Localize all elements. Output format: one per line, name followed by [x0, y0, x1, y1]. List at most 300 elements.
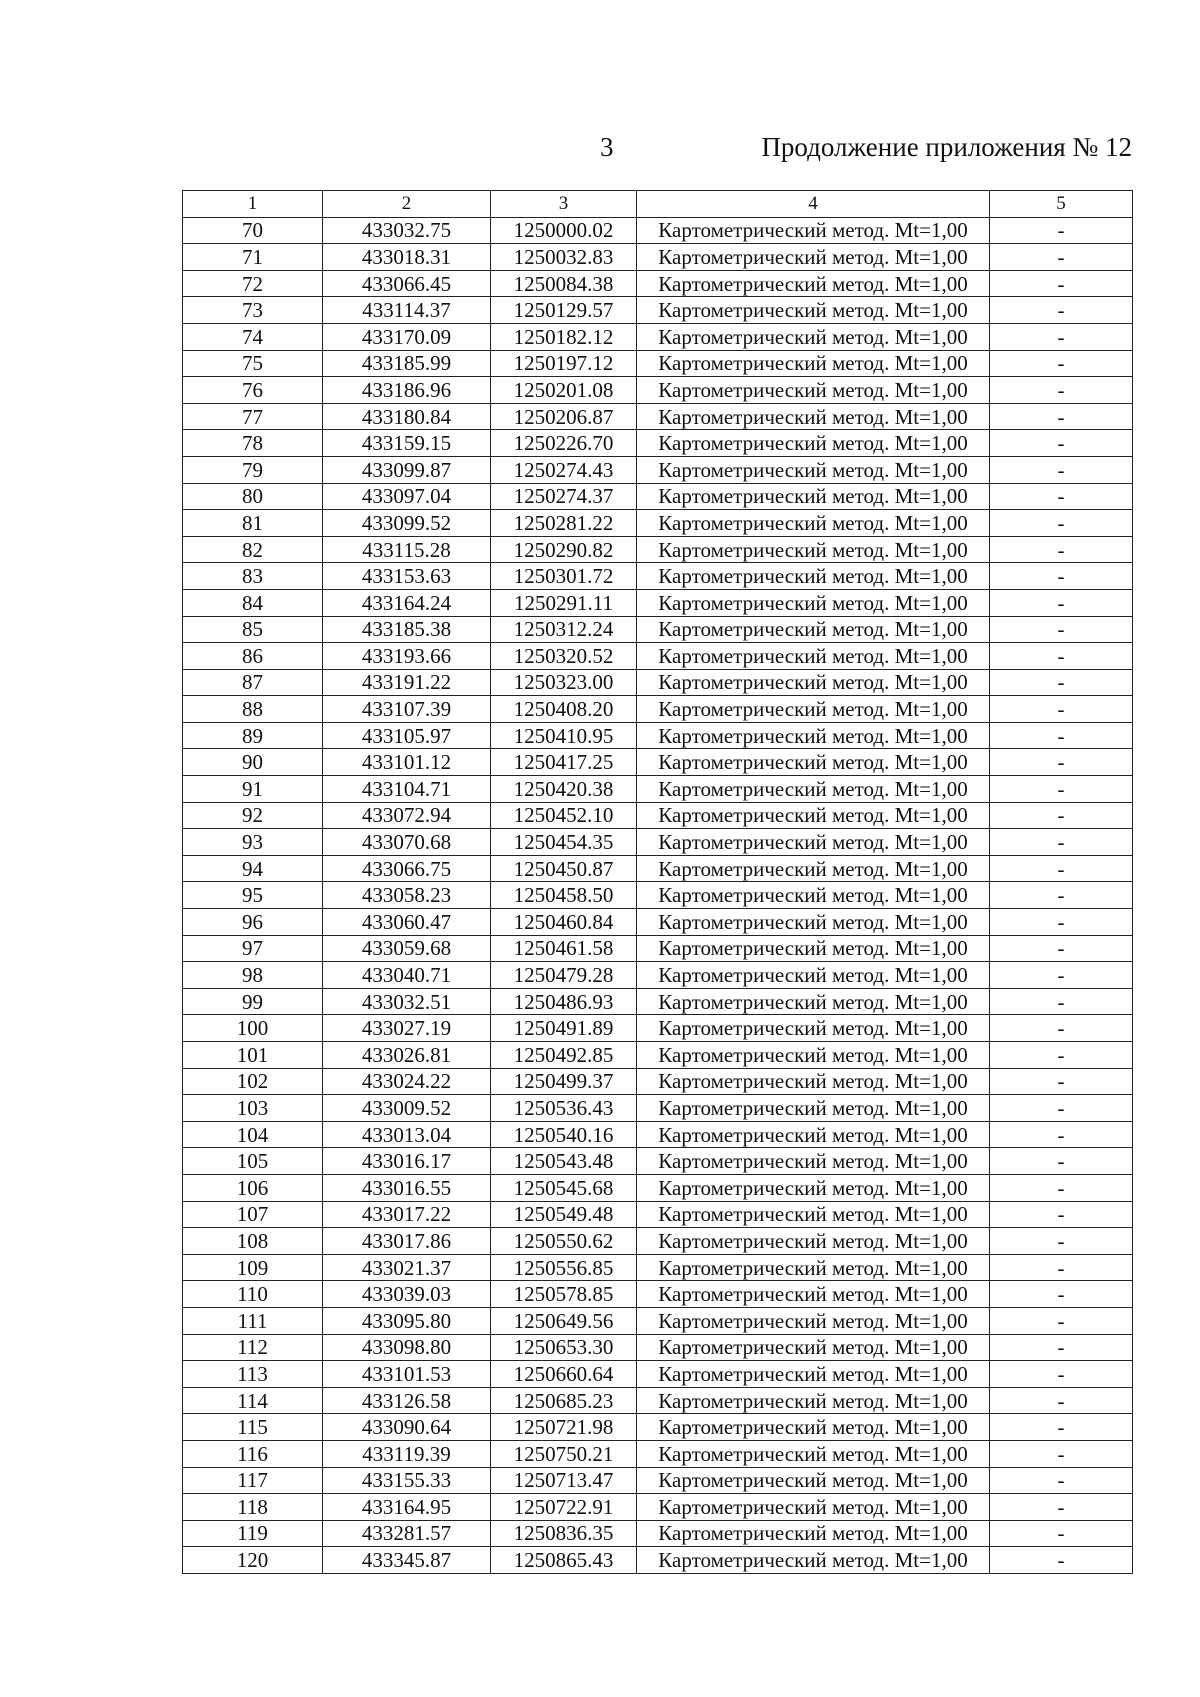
x-coordinate-cell: 433090.64	[323, 1414, 491, 1441]
table-row	[183, 829, 1133, 856]
point-number-cell: 103	[183, 1095, 323, 1122]
table-row	[183, 855, 1133, 882]
method-cell: Картометрический метод. Mt=1,00	[637, 1440, 990, 1467]
table-row	[183, 909, 1133, 936]
y-coordinate-cell: 1250479.28	[491, 962, 637, 989]
x-coordinate-cell: 433185.99	[323, 350, 491, 377]
table-row	[183, 1042, 1133, 1069]
y-coordinate-cell: 1250312.24	[491, 616, 637, 643]
x-coordinate-cell: 433072.94	[323, 802, 491, 829]
point-number-cell: 74	[183, 323, 323, 350]
note-cell: -	[990, 882, 1133, 909]
point-number-cell: 114	[183, 1387, 323, 1414]
y-coordinate-cell: 1250197.12	[491, 350, 637, 377]
note-cell: -	[990, 510, 1133, 537]
table-row	[183, 1281, 1133, 1308]
x-coordinate-cell: 433170.09	[323, 323, 491, 350]
column-header-1: 1	[183, 191, 323, 218]
note-cell: -	[990, 1307, 1133, 1334]
note-cell: -	[990, 855, 1133, 882]
x-coordinate-cell: 433099.52	[323, 510, 491, 537]
x-coordinate-cell: 433097.04	[323, 483, 491, 510]
page-number: 3	[600, 132, 614, 162]
x-coordinate-cell: 433107.39	[323, 696, 491, 723]
table-row	[183, 1068, 1133, 1095]
method-cell: Картометрический метод. Mt=1,00	[637, 1547, 990, 1574]
method-cell: Картометрический метод. Mt=1,00	[637, 802, 990, 829]
note-cell: -	[990, 483, 1133, 510]
note-cell: -	[990, 1201, 1133, 1228]
table-row	[183, 377, 1133, 404]
method-cell: Картометрический метод. Mt=1,00	[637, 1307, 990, 1334]
point-number-cell: 112	[183, 1334, 323, 1361]
y-coordinate-cell: 1250182.12	[491, 323, 637, 350]
point-number-cell: 96	[183, 909, 323, 936]
table-row	[183, 1547, 1133, 1574]
point-number-cell: 82	[183, 536, 323, 563]
y-coordinate-cell: 1250323.00	[491, 669, 637, 696]
table-row	[183, 749, 1133, 776]
note-cell: -	[990, 1387, 1133, 1414]
x-coordinate-cell: 433026.81	[323, 1042, 491, 1069]
y-coordinate-cell: 1250452.10	[491, 802, 637, 829]
point-number-cell: 95	[183, 882, 323, 909]
note-cell: -	[990, 829, 1133, 856]
point-number-cell: 113	[183, 1361, 323, 1388]
point-number-cell: 116	[183, 1440, 323, 1467]
x-coordinate-cell: 433013.04	[323, 1121, 491, 1148]
note-cell: -	[990, 1148, 1133, 1175]
note-cell: -	[990, 643, 1133, 670]
method-cell: Картометрический метод. Mt=1,00	[637, 1361, 990, 1388]
table-row	[183, 1148, 1133, 1175]
method-cell: Картометрический метод. Mt=1,00	[637, 722, 990, 749]
table-row	[183, 1494, 1133, 1521]
method-cell: Картометрический метод. Mt=1,00	[637, 749, 990, 776]
note-cell: -	[990, 962, 1133, 989]
y-coordinate-cell: 1250450.87	[491, 855, 637, 882]
table-row	[183, 988, 1133, 1015]
table-row	[183, 244, 1133, 271]
y-coordinate-cell: 1250491.89	[491, 1015, 637, 1042]
x-coordinate-cell: 433021.37	[323, 1254, 491, 1281]
note-cell: -	[990, 430, 1133, 457]
method-cell: Картометрический метод. Mt=1,00	[637, 1174, 990, 1201]
y-coordinate-cell: 1250290.82	[491, 536, 637, 563]
x-coordinate-cell: 433114.37	[323, 297, 491, 324]
x-coordinate-cell: 433018.31	[323, 244, 491, 271]
method-cell: Картометрический метод. Mt=1,00	[637, 456, 990, 483]
method-cell: Картометрический метод. Mt=1,00	[637, 616, 990, 643]
method-cell: Картометрический метод. Mt=1,00	[637, 297, 990, 324]
y-coordinate-cell: 1250320.52	[491, 643, 637, 670]
method-cell: Картометрический метод. Mt=1,00	[637, 430, 990, 457]
table-row	[183, 1467, 1133, 1494]
x-coordinate-cell: 433101.12	[323, 749, 491, 776]
table-row	[183, 1201, 1133, 1228]
table-row	[183, 935, 1133, 962]
x-coordinate-cell: 433016.17	[323, 1148, 491, 1175]
point-number-cell: 118	[183, 1494, 323, 1521]
method-cell: Картометрический метод. Mt=1,00	[637, 1228, 990, 1255]
y-coordinate-cell: 1250486.93	[491, 988, 637, 1015]
table-row	[183, 1174, 1133, 1201]
table-row	[183, 350, 1133, 377]
note-cell: -	[990, 1042, 1133, 1069]
x-coordinate-cell: 433186.96	[323, 377, 491, 404]
table-row	[183, 563, 1133, 590]
note-cell: -	[990, 802, 1133, 829]
x-coordinate-cell: 433345.87	[323, 1547, 491, 1574]
method-cell: Картометрический метод. Mt=1,00	[637, 1520, 990, 1547]
point-number-cell: 91	[183, 776, 323, 803]
point-number-cell: 119	[183, 1520, 323, 1547]
y-coordinate-cell: 1250206.87	[491, 403, 637, 430]
x-coordinate-cell: 433060.47	[323, 909, 491, 936]
table-row	[183, 217, 1133, 244]
y-coordinate-cell: 1250556.85	[491, 1254, 637, 1281]
method-cell: Картометрический метод. Mt=1,00	[637, 1121, 990, 1148]
method-cell: Картометрический метод. Mt=1,00	[637, 855, 990, 882]
x-coordinate-cell: 433095.80	[323, 1307, 491, 1334]
y-coordinate-cell: 1250301.72	[491, 563, 637, 590]
point-number-cell: 70	[183, 217, 323, 244]
y-coordinate-cell: 1250129.57	[491, 297, 637, 324]
method-cell: Картометрический метод. Mt=1,00	[637, 244, 990, 271]
y-coordinate-cell: 1250540.16	[491, 1121, 637, 1148]
note-cell: -	[990, 722, 1133, 749]
point-number-cell: 81	[183, 510, 323, 537]
method-cell: Картометрический метод. Mt=1,00	[637, 1467, 990, 1494]
note-cell: -	[990, 297, 1133, 324]
note-cell: -	[990, 377, 1133, 404]
note-cell: -	[990, 1467, 1133, 1494]
y-coordinate-cell: 1250291.11	[491, 589, 637, 616]
y-coordinate-cell: 1250713.47	[491, 1467, 637, 1494]
x-coordinate-cell: 433016.55	[323, 1174, 491, 1201]
x-coordinate-cell: 433193.66	[323, 643, 491, 670]
note-cell: -	[990, 909, 1133, 936]
note-cell: -	[990, 1095, 1133, 1122]
column-header-4: 4	[637, 191, 990, 218]
y-coordinate-cell: 1250032.83	[491, 244, 637, 271]
x-coordinate-cell: 433098.80	[323, 1334, 491, 1361]
note-cell: -	[990, 1494, 1133, 1521]
point-number-cell: 109	[183, 1254, 323, 1281]
y-coordinate-cell: 1250550.62	[491, 1228, 637, 1255]
point-number-cell: 87	[183, 669, 323, 696]
x-coordinate-cell: 433032.51	[323, 988, 491, 1015]
method-cell: Картометрический метод. Mt=1,00	[637, 909, 990, 936]
y-coordinate-cell: 1250549.48	[491, 1201, 637, 1228]
method-cell: Картометрический метод. Mt=1,00	[637, 1281, 990, 1308]
table-row	[183, 1334, 1133, 1361]
point-number-cell: 102	[183, 1068, 323, 1095]
y-coordinate-cell: 1250000.02	[491, 217, 637, 244]
table-row	[183, 1440, 1133, 1467]
y-coordinate-cell: 1250685.23	[491, 1387, 637, 1414]
y-coordinate-cell: 1250750.21	[491, 1440, 637, 1467]
note-cell: -	[990, 1547, 1133, 1574]
note-cell: -	[990, 1414, 1133, 1441]
method-cell: Картометрический метод. Mt=1,00	[637, 1334, 990, 1361]
table-row	[183, 1254, 1133, 1281]
table-row	[183, 1387, 1133, 1414]
note-cell: -	[990, 1068, 1133, 1095]
y-coordinate-cell: 1250492.85	[491, 1042, 637, 1069]
point-number-cell: 115	[183, 1414, 323, 1441]
note-cell: -	[990, 1015, 1133, 1042]
point-number-cell: 75	[183, 350, 323, 377]
x-coordinate-cell: 433024.22	[323, 1068, 491, 1095]
y-coordinate-cell: 1250721.98	[491, 1414, 637, 1441]
method-cell: Картометрический метод. Mt=1,00	[637, 962, 990, 989]
method-cell: Картометрический метод. Mt=1,00	[637, 589, 990, 616]
x-coordinate-cell: 433040.71	[323, 962, 491, 989]
note-cell: -	[990, 1520, 1133, 1547]
table-row	[183, 1520, 1133, 1547]
point-number-cell: 111	[183, 1307, 323, 1334]
x-coordinate-cell: 433017.86	[323, 1228, 491, 1255]
method-cell: Картометрический метод. Mt=1,00	[637, 935, 990, 962]
table-row	[183, 722, 1133, 749]
table-row	[183, 776, 1133, 803]
y-coordinate-cell: 1250408.20	[491, 696, 637, 723]
page-title: Продолжение приложения № 12	[761, 132, 1132, 162]
x-coordinate-cell: 433164.24	[323, 589, 491, 616]
x-coordinate-cell: 433066.45	[323, 270, 491, 297]
point-number-cell: 92	[183, 802, 323, 829]
x-coordinate-cell: 433191.22	[323, 669, 491, 696]
table-row	[183, 696, 1133, 723]
y-coordinate-cell: 1250460.84	[491, 909, 637, 936]
y-coordinate-cell: 1250578.85	[491, 1281, 637, 1308]
y-coordinate-cell: 1250865.43	[491, 1547, 637, 1574]
y-coordinate-cell: 1250722.91	[491, 1494, 637, 1521]
note-cell: -	[990, 350, 1133, 377]
table-row	[183, 1015, 1133, 1042]
point-number-cell: 100	[183, 1015, 323, 1042]
method-cell: Картометрический метод. Mt=1,00	[637, 323, 990, 350]
x-coordinate-cell: 433115.28	[323, 536, 491, 563]
table-row	[183, 430, 1133, 457]
point-number-cell: 73	[183, 297, 323, 324]
point-number-cell: 110	[183, 1281, 323, 1308]
note-cell: -	[990, 1281, 1133, 1308]
x-coordinate-cell: 433281.57	[323, 1520, 491, 1547]
table-row	[183, 1095, 1133, 1122]
table-row	[183, 1121, 1133, 1148]
point-number-cell: 77	[183, 403, 323, 430]
x-coordinate-cell: 433058.23	[323, 882, 491, 909]
x-coordinate-cell: 433164.95	[323, 1494, 491, 1521]
note-cell: -	[990, 563, 1133, 590]
y-coordinate-cell: 1250410.95	[491, 722, 637, 749]
table-row	[183, 456, 1133, 483]
column-header-2: 2	[323, 191, 491, 218]
note-cell: -	[990, 669, 1133, 696]
point-number-cell: 79	[183, 456, 323, 483]
table-row	[183, 589, 1133, 616]
method-cell: Картометрический метод. Mt=1,00	[637, 988, 990, 1015]
x-coordinate-cell: 433126.58	[323, 1387, 491, 1414]
note-cell: -	[990, 1440, 1133, 1467]
y-coordinate-cell: 1250417.25	[491, 749, 637, 776]
column-header-3: 3	[491, 191, 637, 218]
point-number-cell: 101	[183, 1042, 323, 1069]
y-coordinate-cell: 1250649.56	[491, 1307, 637, 1334]
y-coordinate-cell: 1250653.30	[491, 1334, 637, 1361]
y-coordinate-cell: 1250226.70	[491, 430, 637, 457]
point-number-cell: 90	[183, 749, 323, 776]
note-cell: -	[990, 244, 1133, 271]
table-row	[183, 643, 1133, 670]
method-cell: Картометрический метод. Mt=1,00	[637, 270, 990, 297]
method-cell: Картометрический метод. Mt=1,00	[637, 1095, 990, 1122]
note-cell: -	[990, 696, 1133, 723]
point-number-cell: 97	[183, 935, 323, 962]
table-row	[183, 483, 1133, 510]
point-number-cell: 117	[183, 1467, 323, 1494]
method-cell: Картометрический метод. Mt=1,00	[637, 776, 990, 803]
method-cell: Картометрический метод. Mt=1,00	[637, 1254, 990, 1281]
column-header-5: 5	[990, 191, 1133, 218]
y-coordinate-cell: 1250274.43	[491, 456, 637, 483]
table-row	[183, 1307, 1133, 1334]
x-coordinate-cell: 433101.53	[323, 1361, 491, 1388]
method-cell: Картометрический метод. Mt=1,00	[637, 217, 990, 244]
method-cell: Картометрический метод. Mt=1,00	[637, 1042, 990, 1069]
note-cell: -	[990, 536, 1133, 563]
point-number-cell: 72	[183, 270, 323, 297]
x-coordinate-cell: 433104.71	[323, 776, 491, 803]
note-cell: -	[990, 1228, 1133, 1255]
note-cell: -	[990, 403, 1133, 430]
note-cell: -	[990, 589, 1133, 616]
note-cell: -	[990, 1334, 1133, 1361]
coordinates-table	[182, 190, 1133, 1574]
method-cell: Картометрический метод. Mt=1,00	[637, 1387, 990, 1414]
point-number-cell: 99	[183, 988, 323, 1015]
y-coordinate-cell: 1250274.37	[491, 483, 637, 510]
method-cell: Картометрический метод. Mt=1,00	[637, 403, 990, 430]
method-cell: Картометрический метод. Mt=1,00	[637, 882, 990, 909]
table-row	[183, 1361, 1133, 1388]
method-cell: Картометрический метод. Mt=1,00	[637, 483, 990, 510]
note-cell: -	[990, 217, 1133, 244]
method-cell: Картометрический метод. Mt=1,00	[637, 563, 990, 590]
point-number-cell: 78	[183, 430, 323, 457]
x-coordinate-cell: 433017.22	[323, 1201, 491, 1228]
point-number-cell: 108	[183, 1228, 323, 1255]
method-cell: Картометрический метод. Mt=1,00	[637, 510, 990, 537]
note-cell: -	[990, 1121, 1133, 1148]
y-coordinate-cell: 1250543.48	[491, 1148, 637, 1175]
table-row	[183, 616, 1133, 643]
table-row	[183, 962, 1133, 989]
point-number-cell: 120	[183, 1547, 323, 1574]
y-coordinate-cell: 1250458.50	[491, 882, 637, 909]
method-cell: Картометрический метод. Mt=1,00	[637, 1201, 990, 1228]
table-row	[183, 802, 1133, 829]
point-number-cell: 86	[183, 643, 323, 670]
table-row	[183, 669, 1133, 696]
point-number-cell: 76	[183, 377, 323, 404]
method-cell: Картометрический метод. Mt=1,00	[637, 1015, 990, 1042]
x-coordinate-cell: 433066.75	[323, 855, 491, 882]
table-row	[183, 882, 1133, 909]
x-coordinate-cell: 433159.15	[323, 430, 491, 457]
note-cell: -	[990, 456, 1133, 483]
table-row	[183, 536, 1133, 563]
point-number-cell: 88	[183, 696, 323, 723]
y-coordinate-cell: 1250536.43	[491, 1095, 637, 1122]
table-body	[183, 217, 1133, 1573]
y-coordinate-cell: 1250084.38	[491, 270, 637, 297]
table-row	[183, 510, 1133, 537]
point-number-cell: 93	[183, 829, 323, 856]
note-cell: -	[990, 616, 1133, 643]
x-coordinate-cell: 433032.75	[323, 217, 491, 244]
method-cell: Картометрический метод. Mt=1,00	[637, 377, 990, 404]
method-cell: Картометрический метод. Mt=1,00	[637, 669, 990, 696]
y-coordinate-cell: 1250461.58	[491, 935, 637, 962]
x-coordinate-cell: 433027.19	[323, 1015, 491, 1042]
note-cell: -	[990, 1174, 1133, 1201]
point-number-cell: 104	[183, 1121, 323, 1148]
y-coordinate-cell: 1250499.37	[491, 1068, 637, 1095]
note-cell: -	[990, 270, 1133, 297]
note-cell: -	[990, 1254, 1133, 1281]
point-number-cell: 107	[183, 1201, 323, 1228]
method-cell: Картометрический метод. Mt=1,00	[637, 1494, 990, 1521]
y-coordinate-cell: 1250201.08	[491, 377, 637, 404]
x-coordinate-cell: 433009.52	[323, 1095, 491, 1122]
table-row	[183, 403, 1133, 430]
point-number-cell: 89	[183, 722, 323, 749]
point-number-cell: 71	[183, 244, 323, 271]
x-coordinate-cell: 433185.38	[323, 616, 491, 643]
note-cell: -	[990, 988, 1133, 1015]
method-cell: Картометрический метод. Mt=1,00	[637, 829, 990, 856]
point-number-cell: 83	[183, 563, 323, 590]
table-row	[183, 1228, 1133, 1255]
method-cell: Картометрический метод. Mt=1,00	[637, 1414, 990, 1441]
point-number-cell: 94	[183, 855, 323, 882]
x-coordinate-cell: 433070.68	[323, 829, 491, 856]
x-coordinate-cell: 433105.97	[323, 722, 491, 749]
x-coordinate-cell: 433059.68	[323, 935, 491, 962]
table-row	[183, 323, 1133, 350]
y-coordinate-cell: 1250660.64	[491, 1361, 637, 1388]
method-cell: Картометрический метод. Mt=1,00	[637, 350, 990, 377]
x-coordinate-cell: 433180.84	[323, 403, 491, 430]
y-coordinate-cell: 1250836.35	[491, 1520, 637, 1547]
x-coordinate-cell: 433039.03	[323, 1281, 491, 1308]
point-number-cell: 80	[183, 483, 323, 510]
table-header-row	[183, 191, 1133, 218]
y-coordinate-cell: 1250420.38	[491, 776, 637, 803]
x-coordinate-cell: 433099.87	[323, 456, 491, 483]
method-cell: Картометрический метод. Mt=1,00	[637, 1068, 990, 1095]
note-cell: -	[990, 323, 1133, 350]
point-number-cell: 84	[183, 589, 323, 616]
note-cell: -	[990, 749, 1133, 776]
x-coordinate-cell: 433153.63	[323, 563, 491, 590]
x-coordinate-cell: 433155.33	[323, 1467, 491, 1494]
method-cell: Картометрический метод. Mt=1,00	[637, 536, 990, 563]
x-coordinate-cell: 433119.39	[323, 1440, 491, 1467]
